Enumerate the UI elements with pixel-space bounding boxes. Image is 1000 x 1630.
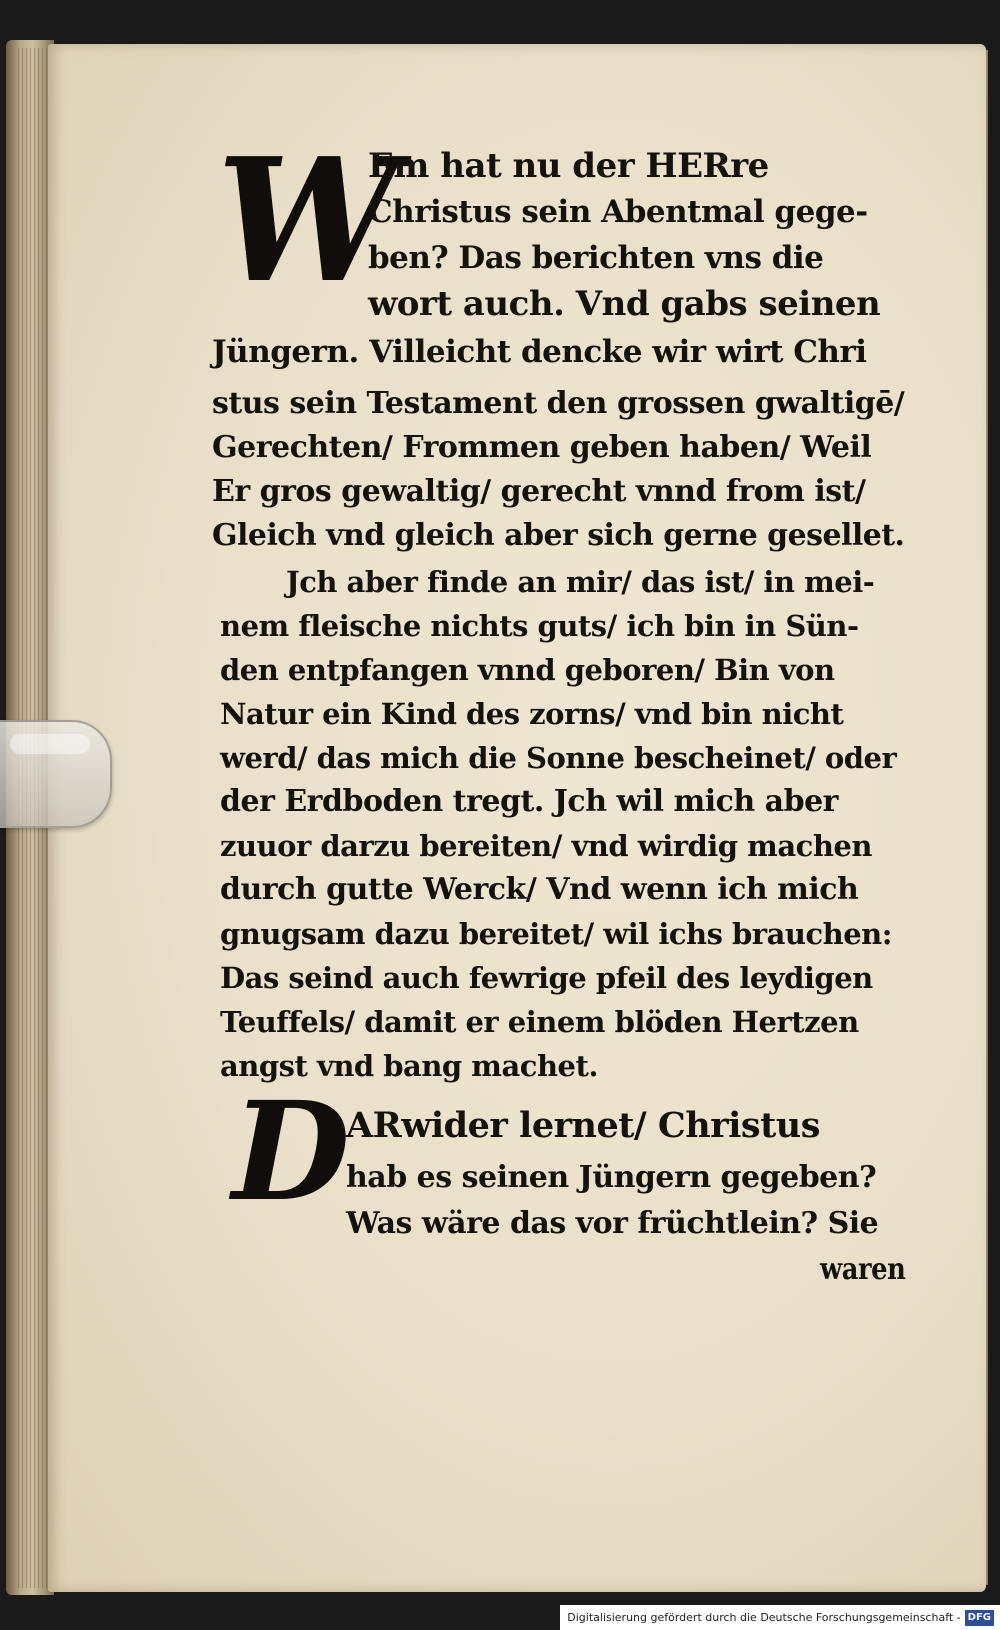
text-line: ben? Das berichten vns die <box>368 240 824 276</box>
text-line: der Erdboden tregt. Jch wil mich aber <box>220 784 838 819</box>
text-line: Christus sein Abentmal gege- <box>368 194 868 230</box>
decorated-initial-d: D <box>232 1072 350 1232</box>
text-line: Jch aber finde an mir/ das ist/ in mei- <box>286 565 875 599</box>
text-line: Was wäre das vor früchtlein? Sie <box>346 1206 879 1241</box>
dfg-logo: DFG <box>965 1610 994 1626</box>
text-line: gnugsam dazu bereitet/ wil ichs brauchen: <box>220 917 892 951</box>
decorated-initial-w: W <box>216 121 399 321</box>
text-line: angst vnd bang machet. <box>220 1049 598 1083</box>
text-line: wort auch. Vnd gabs seinen <box>368 284 881 324</box>
text-line: Gleich vnd gleich aber sich gerne gesellet. <box>212 518 905 553</box>
catchword: waren <box>820 1252 906 1287</box>
text-line: den entpfangen vnnd geboren/ Bin von <box>220 653 835 687</box>
text-line: durch gutte Werck/ Vnd wenn ich mich <box>220 872 859 907</box>
text-line: nem fleische nichts guts/ ich bin in Sün- <box>220 609 859 643</box>
text-line: Das seind auch fewrige pfeil des leydigen <box>220 961 873 995</box>
text-line: stus sein Testament den grossen gwaltigē/ <box>212 386 905 421</box>
text-line: Jüngern. Villeicht dencke wir wirt Chri <box>212 334 867 370</box>
footer-text: Digitalisierung gefördert durch die Deutsche Forschungsgemeinschaft - <box>567 1611 961 1624</box>
text-line: werd/ das mich die Sonne bescheinet/ oder <box>220 741 897 775</box>
page-clip-highlight <box>10 734 90 754</box>
text-line: Teuffels/ damit er einem blöden Hertzen <box>220 1005 859 1039</box>
text-line: Gerechten/ Frommen geben haben/ Weil <box>212 430 872 465</box>
text-line: Er gros gewaltig/ gerecht vnnd from ist/ <box>212 474 866 509</box>
text-line: hab es seinen Jüngern gegeben? <box>346 1160 877 1195</box>
text-line: Em hat nu der HERre <box>368 146 769 186</box>
text-line: zuuor darzu bereiten/ vnd wirdig machen <box>220 829 872 863</box>
text-line: ARwider lernet/ Christus <box>346 1105 820 1146</box>
footer-credit <box>560 1605 1000 1630</box>
text-line: Natur ein Kind des zorns/ vnd bin nicht <box>220 697 844 731</box>
